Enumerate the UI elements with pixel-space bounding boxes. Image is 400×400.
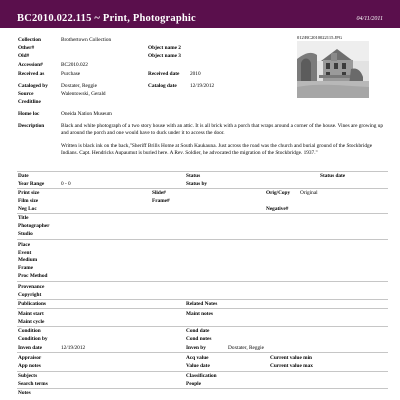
acq-value-label: Acq value	[186, 355, 209, 361]
status-date-label: Status date	[320, 173, 346, 179]
inven-by-value: Doxtater, Reggie	[228, 345, 264, 351]
slide-num-label: Slide#	[152, 190, 166, 196]
section-divider	[17, 299, 388, 300]
inven-date-value: 12/19/2012	[61, 345, 86, 351]
catalog-date-value: 12/19/2012	[190, 83, 215, 89]
related-notes-label: Related Notes	[186, 301, 218, 307]
provenance-label: Provenance	[18, 284, 45, 290]
section-divider	[17, 213, 388, 214]
cataloged-by-label: Cataloged by	[18, 83, 48, 89]
orig-copy-label: Orig/Copy	[266, 190, 291, 196]
section-divider	[17, 281, 388, 282]
frame-num-label: Frame#	[152, 198, 170, 204]
received-as-value: Purchase	[61, 71, 81, 77]
value-date-label: Value date	[186, 363, 210, 369]
photographer-label: Photographer	[18, 223, 50, 229]
object-name-3-label: Object name 3	[148, 53, 181, 59]
studio-label: Studio	[18, 231, 33, 237]
app-notes-label: App notes	[18, 363, 41, 369]
status-by-label: Status by	[186, 181, 208, 187]
neg-loc-label: Neg Loc	[18, 206, 37, 212]
year-range-label: Year Range	[18, 181, 45, 187]
frame-label: Frame	[18, 265, 33, 271]
copyright-label: Copyright	[18, 292, 42, 298]
print-size-label: Print size	[18, 190, 40, 196]
place-label: Place	[18, 242, 31, 248]
title-label: Title	[18, 215, 29, 221]
medium-label: Medium	[18, 257, 38, 263]
publications-label: Publications	[18, 301, 46, 307]
maint-cycle-label: Maint cycle	[18, 319, 45, 325]
section-divider	[17, 352, 388, 353]
inven-date-label: Inven date	[18, 345, 42, 351]
section-divider	[17, 388, 388, 389]
collection-value: Brothertown Collection	[61, 37, 112, 43]
maint-start-label: Maint start	[18, 311, 44, 317]
source-value: Walentowski, Gerald	[61, 91, 106, 97]
proc-method-label: Proc Method	[18, 273, 48, 279]
catalog-date-label: Catalog date	[148, 83, 177, 89]
received-date-value: 2010	[190, 71, 201, 77]
film-size-label: Film size	[18, 198, 39, 204]
cond-notes-label: Cond notes	[186, 336, 212, 342]
house-photo-image	[297, 41, 369, 98]
photo-filename: 012\BC2010022115.JPG	[297, 35, 342, 40]
year-range-value: 0 - 0	[61, 181, 71, 187]
event-label: Event	[18, 250, 32, 256]
received-date-label: Received date	[148, 71, 180, 77]
cond-date-label: Cond date	[186, 328, 210, 334]
description-paragraph-1: Black and white photograph of a two story house with an attic. It is all brick with a porch that wraps around a corner of the house. Vines are growing up and around the porch and one would have to duck under it to access the door.	[61, 123, 384, 136]
received-as-label: Received as	[18, 71, 45, 77]
classification-label: Classification	[186, 373, 217, 379]
negative-num-label: Negative#	[266, 206, 289, 212]
home-loc-label: Home loc	[18, 111, 40, 117]
orig-copy-value: Original	[300, 190, 318, 196]
house-photo-icon	[297, 41, 369, 98]
section-divider	[17, 308, 388, 309]
accession-num-value: BC2010.022	[61, 62, 88, 68]
description-paragraph-2: Written is black ink on the back,"Sheriff Brills Home at South Kaukauna. Just across the road was the church and burial ground of the Stockbridge Indians. Capt. Hendricks Aupaumut is buried here. A Rev. Soldier, he advocated the migration of the Stockbridge. 1937."	[61, 143, 373, 156]
subjects-label: Subjects	[18, 373, 38, 379]
current-value-max-label: Current value max	[270, 363, 313, 369]
current-value-min-label: Current value min	[270, 355, 312, 361]
people-label: People	[186, 381, 202, 387]
condition-by-label: Condition by	[18, 336, 48, 342]
section-divider	[17, 188, 388, 189]
description-label: Description	[18, 123, 45, 129]
condition-label: Condition	[18, 328, 41, 334]
search-terms-label: Search terms	[18, 381, 48, 387]
cataloged-by-value: Doxtater, Reggie	[61, 83, 97, 89]
maint-notes-label: Maint notes	[186, 311, 213, 317]
section-divider	[17, 371, 388, 372]
other-num-label: Other#	[18, 45, 35, 51]
object-name-2-label: Object name 2	[148, 45, 181, 51]
notes-label: Notes	[18, 390, 31, 396]
status-label: Status	[186, 173, 201, 179]
inven-by-label: Inven by	[186, 345, 206, 351]
creditline-label: Creditline	[18, 99, 41, 105]
accession-num-label: Accession#	[18, 62, 43, 68]
record-title: BC2010.022.115 ~ Print, Photographic	[17, 13, 196, 24]
home-loc-value: Oneida Nation Museum	[61, 111, 112, 117]
record-header	[0, 0, 400, 28]
section-divider	[17, 239, 388, 240]
old-num-label: Old#	[18, 53, 30, 59]
appraisor-label: Appraisor	[18, 355, 42, 361]
source-label: Source	[18, 91, 34, 97]
section-divider	[17, 171, 388, 172]
date-label: Date	[18, 173, 29, 179]
record-print-date: 04/11/2011	[356, 16, 383, 22]
collection-label: Collection	[18, 37, 41, 43]
section-divider	[17, 326, 388, 327]
